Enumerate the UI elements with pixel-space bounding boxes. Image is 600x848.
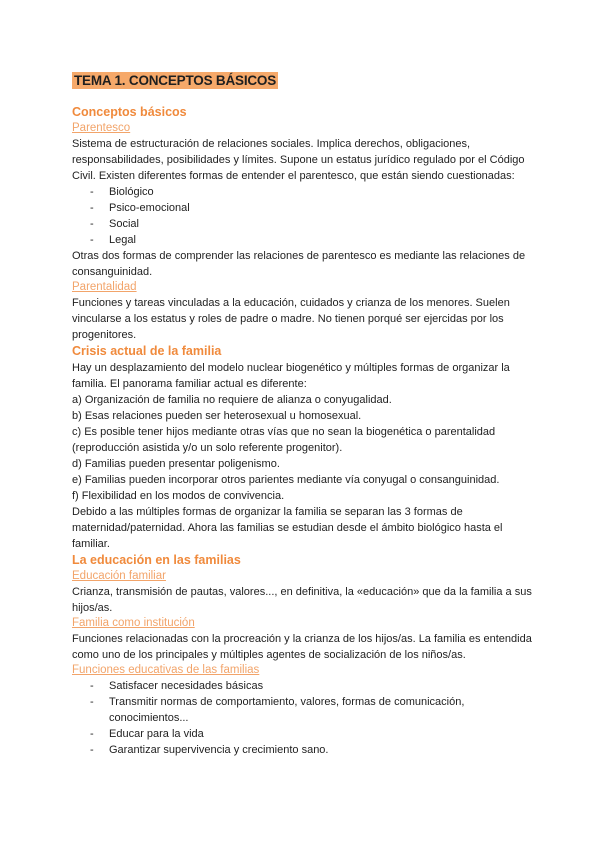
section-heading-conceptos: Conceptos básicos — [72, 105, 187, 119]
subheading-educacion-familiar: Educación familiar — [72, 570, 166, 582]
crisis-point: c) Es posible tener hijos mediante otras vías que no sean la biogenética o parentalidad (reproducción asistida y/o un solo referente progenitor). — [72, 426, 496, 454]
subheading-familia-institucion: Familia como institución — [72, 617, 195, 629]
section-heading-crisis: Crisis actual de la familia — [72, 344, 222, 358]
parentesco-list — [72, 184, 532, 248]
crisis-point: f) Flexibilidad en los modos de convivencia. — [72, 490, 285, 502]
subheading-funciones-educativas: Funciones educativas de las familias — [72, 664, 260, 676]
crisis-point: d) Familias pueden presentar poligenismo. — [72, 458, 280, 470]
subheading-parentesco: Parentesco — [72, 122, 131, 134]
list-item: - Biológico — [90, 186, 154, 198]
crisis-point: e) Familias pueden incorporar otros parientes mediante vía conyugal o consanguinidad. — [72, 474, 500, 486]
crisis-point: a) Organización de familia no requiere de alianza o conyugalidad. — [72, 394, 392, 406]
paragraph-crisis-closing: Debido a las múltiples formas de organizar la familia se separan las 3 formas de maternidad/paternidad. Ahora las familias se estudian desde el ámbito biológico hasta el familiar. — [72, 506, 503, 550]
paragraph-parentalidad: Funciones y tareas vinculadas a la educación, cuidados y crianza de los menores. Suelen vincularse a los estatus y roles de padre o madre. No tienen porqué ser ejercidas por los progenitores. — [72, 297, 510, 341]
page-title: TEMA 1. CONCEPTOS BÁSICOS — [74, 73, 277, 88]
list-item: - Satisfacer necesidades básicas — [90, 680, 264, 692]
subheading-parentalidad: Parentalidad — [72, 281, 137, 293]
section-heading-educacion: La educación en las familias — [72, 553, 241, 567]
funciones-list — [72, 678, 532, 758]
paragraph-consanguinidad: Otras dos formas de comprender las relaciones de parentesco es mediante las relaciones de consanguinidad. — [72, 250, 526, 278]
list-item: - Educar para la vida — [90, 728, 204, 740]
list-item: - Social — [90, 218, 139, 230]
document-body — [72, 104, 532, 758]
paragraph-parentesco: Sistema de estructuración de relaciones sociales. Implica derechos, obligaciones, responsabilidades, posibilidades y límites. Supone un estatus jurídico regulado por el Código Civil. Existen diferentes formas de entender el parentesco, que están siendo cuestionadas: — [72, 138, 525, 182]
list-item: - Psico-emocional — [90, 202, 190, 214]
crisis-point: b) Esas relaciones pueden ser heterosexual u homosexual. — [72, 410, 362, 422]
list-item: - Transmitir normas de comportamiento, valores, formas de comunicación, conocimientos... — [90, 696, 465, 724]
list-item: - Garantizar supervivencia y crecimiento sano. — [90, 744, 329, 756]
paragraph-familia-institucion: Funciones relacionadas con la procreación y la crianza de los hijos/as. La familia es entendida como uno de los principales y múltiples agentes de socialización de los niños/as. — [72, 633, 532, 661]
paragraph-crisis-intro: Hay un desplazamiento del modelo nuclear biogenético y múltiples formas de organizar la familia. El panorama familiar actual es diferente: — [72, 362, 510, 390]
paragraph-educacion-familiar: Crianza, transmisión de pautas, valores..., en definitiva, la «educación» que da la familia a sus hijos/as. — [72, 586, 532, 614]
list-item: - Legal — [90, 234, 136, 246]
